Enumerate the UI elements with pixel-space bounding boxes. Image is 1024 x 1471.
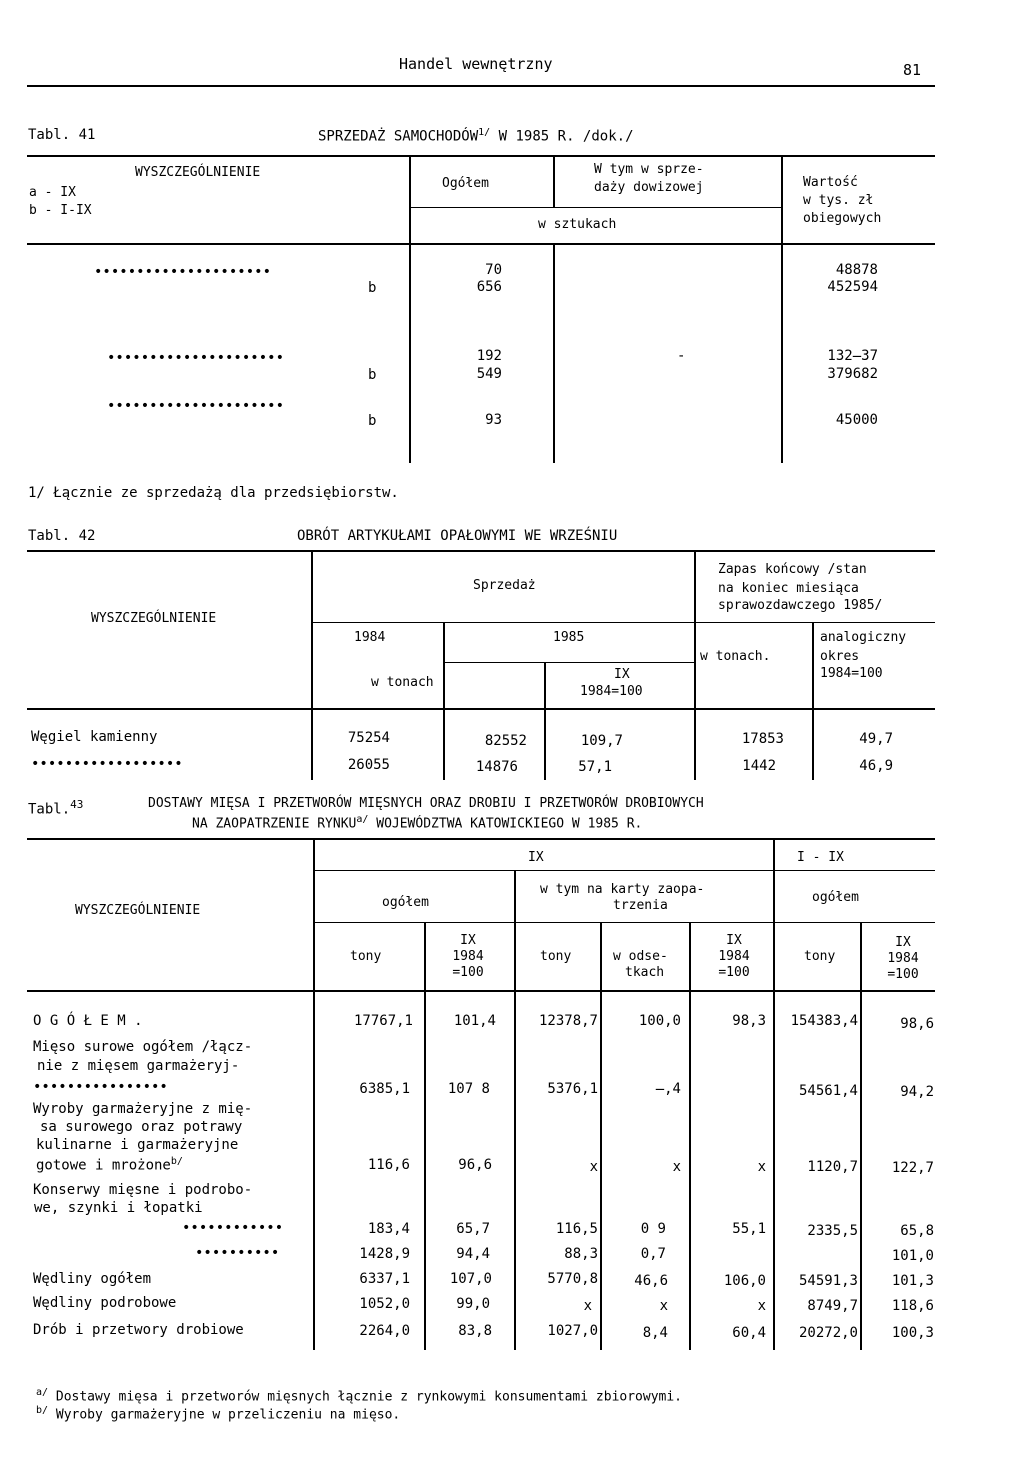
legend-b: b - I-IX [29,203,92,218]
value-1985: 14876 [475,759,518,775]
col-desc-header: WYSZCZEGÓLNIENIE [135,165,261,180]
row-mark: b [368,280,377,296]
index: 109,7 [580,733,623,749]
cell: 6385,1 [359,1081,410,1097]
table-title: SPRZEDAŻ $SAMOCHODÓW^{1/}$ W 1985 R. /dok./ [318,127,634,145]
value: 45000 [835,412,878,428]
row-name: kulinarne i garmażeryjne [36,1137,239,1153]
col-idx-3: =100 [452,965,484,980]
col-idx-3: =100 [887,967,919,982]
cell: 100,0 [638,1013,681,1029]
col-sec-2: tkach [625,965,665,980]
total-a: 192 [476,348,502,364]
total: 93 [485,412,502,428]
cell: x [583,1298,592,1314]
col-idx-3: =100 [718,965,750,980]
table-title: OBRÓT ARTYKUŁAMI OPAŁOWYMI WE WRZEŚNIU [297,528,618,544]
col-idx-1: IX [895,935,911,950]
col-idx-2: 1984 [718,949,750,964]
row-name: Wędliny ogółem [33,1271,152,1287]
cell: 122,7 [891,1160,934,1176]
row-name: •••••••••••••••• [33,1079,168,1095]
col-value-header-1: Wartość [803,175,858,190]
row-mark: b [368,413,377,429]
running-title: Handel wewnętrzny [399,55,553,73]
cell: 1428,9 [359,1246,410,1262]
col-stock-1: Zapas końcowy /stan [718,562,867,577]
row-name: Mięso surowe ogółem /łącz- [33,1039,253,1055]
col-allot-header-2: daży dowizowej [594,180,704,195]
col-1984: 1984 [354,630,386,645]
row-name: nie z mięsem garmażeryj- [37,1058,240,1074]
table-label: Tabl. 42 [28,528,96,544]
col-desc-header: WYSZCZEGÓLNIENIE [91,611,217,626]
cell: 65,8 [900,1223,934,1239]
col-anal-2: okres [820,649,860,664]
table-label: Tabl. 41 [28,127,96,143]
row-name: Wędliny podrobowe [33,1295,177,1311]
cell: 116,5 [555,1221,598,1237]
row-dots: ••••••••••••••••••••• [107,350,285,366]
row-name: •••••••••• [195,1245,280,1261]
cell: 17767,1 [353,1013,413,1029]
cell: 60,4 [732,1325,766,1341]
cell: 0,7 [640,1246,666,1262]
index: 57,1 [578,759,612,775]
col-cards-header-2: trzenia [613,898,668,913]
cell: 54561,4 [798,1083,858,1099]
col-value-header-2: w tys. zł [803,193,874,208]
cell: 5770,8 [547,1271,598,1287]
row-name: Konserwy mięsne i podrobo- [33,1182,253,1198]
row-name: O G Ó Ł E M . [33,1013,143,1029]
cell: 1052,0 [359,1296,410,1312]
row-name: Drób i przetwory drobiowe [33,1322,244,1338]
legend-a: a - IX [29,185,76,200]
cell: 2335,5 [807,1223,858,1239]
row-name: Wyroby garmażeryjne z mię- [33,1101,253,1117]
cell: ̶,4 [655,1081,681,1097]
col-stock-3: sprawozdawczego 1985/ [718,598,883,613]
cell: x [659,1298,668,1314]
col-tony: tony [540,949,572,964]
row-name: •••••••••••• [182,1220,284,1236]
cell: x [757,1298,766,1314]
analog: 49,7 [859,731,893,747]
col-units-header: w sztukach [538,217,617,232]
row-mark: b [368,367,377,383]
col-allot-header-1: W tym w sprze- [594,162,704,177]
allot-value: - [677,348,686,364]
col-idx-2: 1984=100 [580,684,643,699]
cell: 116,6 [367,1157,410,1173]
analog: 46,9 [859,758,893,774]
col-tony: tony [804,949,836,964]
col-tons: w tonach [371,675,434,690]
total-b: 549 [476,366,502,382]
cell: 154383,4 [790,1013,858,1029]
col-idx-1: IX [614,667,630,682]
col-1985: 1985 [553,630,585,645]
cell: 107,0 [449,1271,492,1287]
row-name: we, szynki i łopatki [34,1200,203,1216]
cell: 99,0 [456,1296,490,1312]
cell: 107 8 [447,1081,490,1097]
page-number: 81 [903,61,922,79]
cell: 1120,7 [807,1159,858,1175]
col-stock-2: na koniec miesiąca [718,581,859,596]
cell: 55,1 [732,1221,766,1237]
value-b: 452594 [827,279,878,295]
header-rule [27,85,935,87]
cell: 20272,0 [798,1325,858,1341]
stock: 17853 [741,731,784,747]
col-idx-1: IX [460,933,476,948]
cell: 8,4 [642,1325,668,1341]
value-1985: 82552 [484,733,527,749]
cell: 94,2 [900,1084,934,1100]
value-1984: 75254 [347,730,390,746]
cell: 46,6 [634,1273,668,1289]
cell: 1027,0 [547,1323,598,1339]
footnote: 1/ Łącznie ze sprzedażą dla przedsiębiorstw. [28,485,399,501]
cell: 8749,7 [807,1298,858,1314]
col-cards-header-1: w tym na karty zaopa- [540,882,705,897]
col-anal-3: 1984=100 [820,666,883,681]
col-idx-1: IX [726,933,742,948]
col-iix-header: I - IX [797,850,844,865]
cell: 2264,0 [359,1323,410,1339]
total-b: 656 [476,279,502,295]
col-sec-1: w odse- [613,949,668,964]
row-dots: ••••••••••••••••••••• [94,264,272,280]
col-sales-header: Sprzedaż [473,578,536,593]
col-idx-2: 1984 [887,951,919,966]
col-anal-1: analogiczny [820,630,907,645]
row-name: Węgiel kamienny [31,729,158,745]
cell: 183,4 [367,1221,410,1237]
cell: 88,3 [564,1246,598,1262]
table-label: Tabl.$^{43}$ [28,798,84,818]
col-desc-header: WYSZCZEGÓLNIENIE [75,903,201,918]
row-name: •••••••••••••••••• [31,756,183,772]
cell: 94,4 [456,1246,490,1262]
col-tony: tony [350,949,382,964]
cell: x [672,1159,681,1175]
row-dots: ••••••••••••••••••••• [107,398,285,414]
cell: 12378,7 [538,1013,598,1029]
table-title-2: NA ZAOPATRZENIE $RYNKU^{a/}$ WOJEWÓDZTWA KATOWICKIEGO W 1985 R. [192,814,643,832]
cell: 118,6 [891,1298,934,1314]
stock: 1442 [742,758,776,774]
total-a: 70 [485,262,502,278]
cell: x [589,1159,598,1175]
cell: 101,4 [453,1013,496,1029]
row-name: gotowe i mrożone$^{b/}$ [36,1156,183,1174]
cell: 6337,1 [359,1271,410,1287]
cell: 101,3 [891,1273,934,1289]
cell: 98,6 [900,1016,934,1032]
footnote-b: $^{b/}$ Wyroby garmażeryjne w przeliczeniu na mięso. [36,1405,401,1423]
cell: 0 9 [640,1221,666,1237]
col-total2-header: ogółem [812,890,859,905]
table-title-1: DOSTAWY MIĘSA I PRZETWORÓW MIĘSNYCH ORAZ DROBIU I PRZETWORÓW DROBIOWYCH [148,796,704,811]
cell: 98,3 [732,1013,766,1029]
cell: 101,0 [891,1248,934,1264]
value-b: 379682 [827,366,878,382]
cell: 100,3 [891,1325,934,1341]
row-name: sa surowego oraz potrawy [40,1119,243,1135]
col-stock-tons: w tonach. [700,649,771,664]
cell: 5376,1 [547,1081,598,1097]
cell: 96,6 [458,1157,492,1173]
value-1984: 26055 [347,757,390,773]
col-idx-2: 1984 [452,949,484,964]
col-total-header: Ogółem [442,176,489,191]
footnote-a: $^{a/}$ Dostawy mięsa i przetworów mięsnych łącznie z rynkowymi konsumentami zbiorowymi. [36,1387,683,1405]
cell: x [757,1159,766,1175]
col-value-header-3: obiegowych [803,211,882,226]
cell: 54591,3 [798,1273,858,1289]
value-a: 48878 [835,262,878,278]
cell: 83,8 [458,1323,492,1339]
value-a: 132̶37 [827,348,878,364]
col-ix-header: IX [528,850,544,865]
col-total-header: ogółem [382,895,429,910]
cell: 65,7 [456,1221,490,1237]
cell: 106,0 [723,1273,766,1289]
